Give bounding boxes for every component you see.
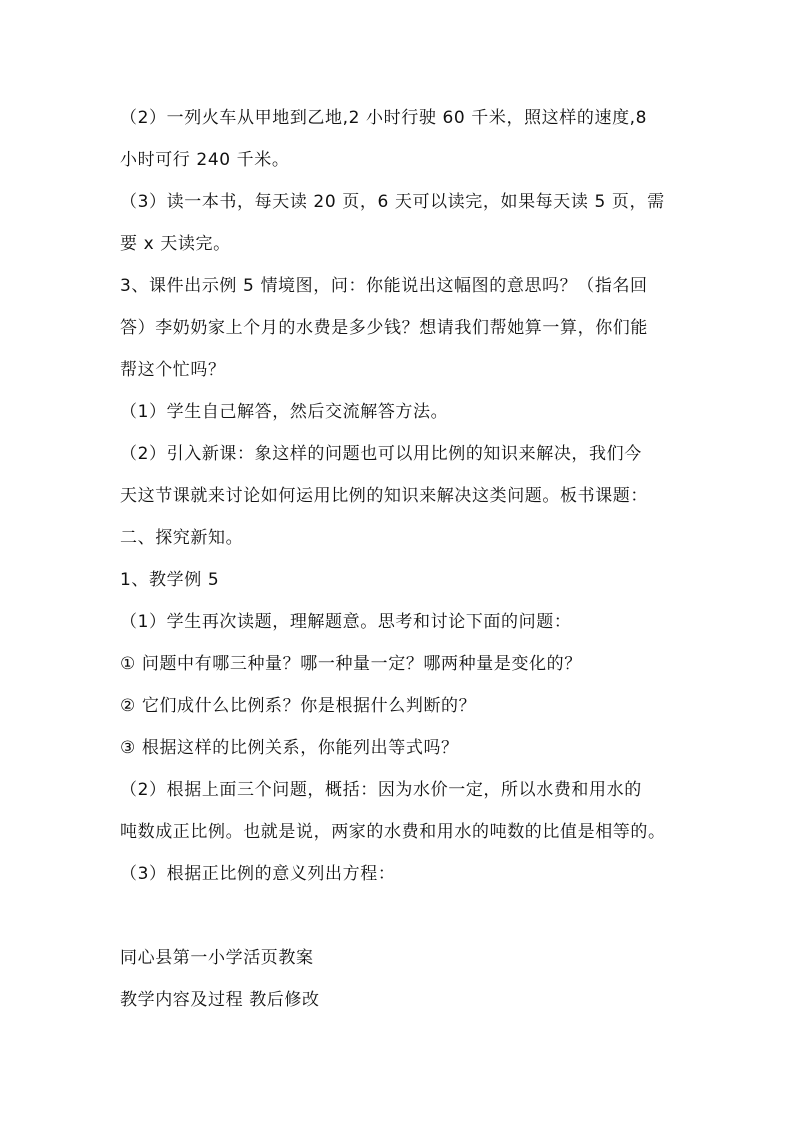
section-heading: 二、探究新知。: [120, 528, 244, 548]
text-line: （3）读一本书，每天读 20 页，6 天可以读完，如果每天读 5 页，需: [120, 192, 665, 212]
text-line: 答）李奶奶家上个月的水费是多少钱？想请我们帮她算一算，你们能: [120, 318, 648, 338]
text-line: （1）学生自己解答，然后交流解答方法。: [120, 402, 449, 422]
text-line: 吨数成正比例。也就是说，两家的水费和用水的吨数的比值是相等的。: [120, 822, 666, 842]
text-line: ③ 根据这样的比例关系，你能列出等式吗？: [120, 738, 459, 758]
text-line: （3）根据正比例的意义列出方程：: [120, 864, 396, 884]
text-line: ② 它们成什么比例系？你是根据什么判断的？: [120, 696, 477, 716]
text-line: 天这节课就来讨论如何运用比例的知识来解决这类问题。板书课题：: [120, 486, 648, 506]
footer-school-title: 同心县第一小学活页教案: [120, 948, 314, 968]
text-line: 要 x 天读完。: [120, 234, 231, 254]
text-line: 1、教学例 5: [120, 570, 220, 590]
text-line: 帮这个忙吗？: [120, 360, 226, 380]
text-line: ① 问题中有哪三种量？哪一种量一定？哪两种量是变化的？: [120, 654, 582, 674]
text-line: （2）引入新课：象这样的问题也可以用比例的知识来解决，我们今: [120, 444, 642, 464]
footer-column-headers: 教学内容及过程 教后修改: [120, 990, 320, 1010]
text-line: 小时可行 240 千米。: [120, 150, 290, 170]
text-line: （2）一列火车从甲地到乙地,2 小时行驶 60 千米，照这样的速度,8: [120, 108, 648, 128]
text-line: （2）根据上面三个问题，概括：因为水价一定，所以水费和用水的: [120, 780, 642, 800]
text-line: （1）学生再次读题，理解题意。思考和讨论下面的问题：: [120, 612, 572, 632]
text-line: 3、课件出示例 5 情境图，问：你能说出这幅图的意思吗？（指名回: [120, 276, 648, 296]
